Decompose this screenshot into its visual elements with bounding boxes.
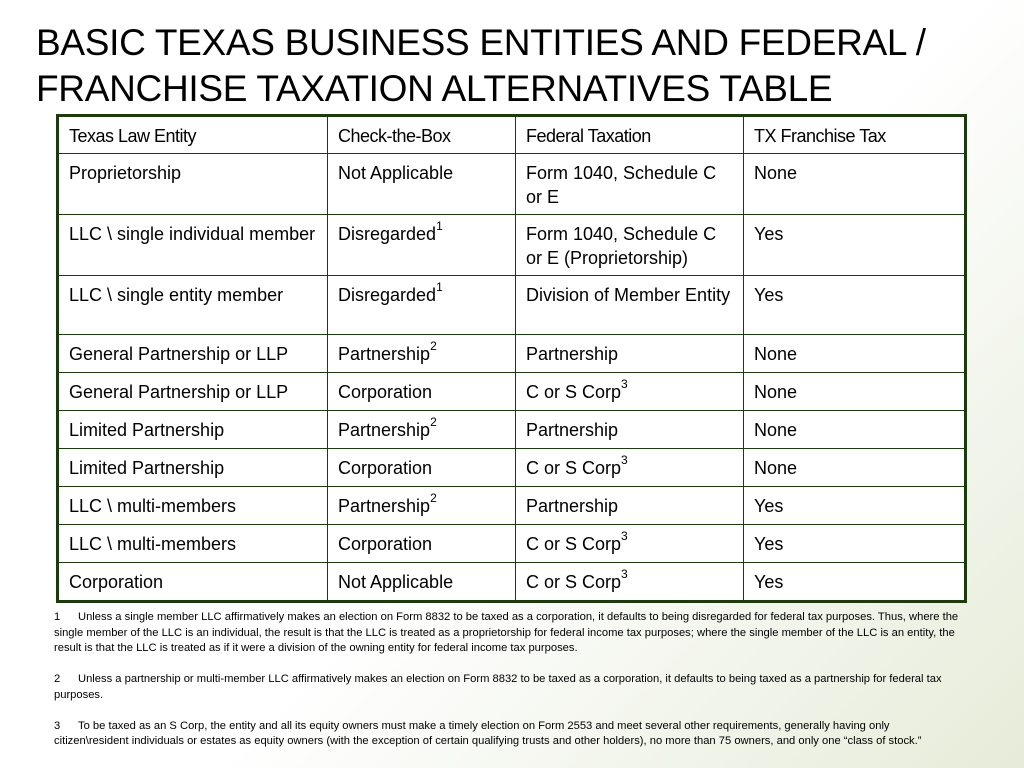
cell-federal-taxation-text: C or S Corp	[526, 572, 622, 592]
cell-check-the-box-text: Partnership	[338, 420, 431, 440]
cell-franchise-tax-text: Yes	[754, 224, 784, 244]
cell-check-the-box	[328, 525, 516, 563]
cell-franchise-tax-text: None	[754, 420, 798, 440]
cell-franchise-tax	[744, 335, 966, 373]
header-federal-taxation: Federal Taxation	[516, 116, 744, 154]
cell-federal-taxation	[516, 411, 744, 449]
cell-federal-taxation	[516, 449, 744, 487]
table-row	[58, 411, 966, 449]
cell-check-the-box-text: Corporation	[338, 534, 433, 554]
cell-check-the-box-text: Corporation	[338, 458, 433, 478]
page-title	[36, 20, 1016, 112]
cell-federal-taxation-text: C or S Corp	[526, 534, 622, 554]
footnote-text: To be taxed as an S Corp, the entity and all its equity owners must make a timely election on Form 2553 and meet several other requirements, generally having only citizen\resident individuals or estates as equity owners (with the exception of certain qualifying trusts and other holders), no more than 75 owners, and only one “class of stock.”	[54, 719, 922, 747]
table-row	[58, 449, 966, 487]
cell-federal-taxation	[516, 373, 744, 411]
footnote-text: Unless a partnership or multi-member LLC affirmatively makes an election on Form 8832 to be taxed as a corporation, it defaults to being taxed as a partnership for federal tax purposes.	[54, 673, 942, 701]
cell-entity-text: Proprietorship	[69, 163, 182, 183]
table-row	[58, 525, 966, 563]
cell-federal-taxation	[516, 335, 744, 373]
cell-franchise-tax	[744, 487, 966, 525]
cell-check-the-box-text: Not Applicable	[338, 572, 454, 592]
cell-federal-taxation	[516, 276, 744, 335]
table-header-row	[58, 116, 966, 154]
cell-federal-taxation	[516, 563, 744, 602]
cell-check-the-box-text: Not Applicable	[338, 163, 454, 183]
footnote-text: Unless a single member LLC affirmatively makes an election on Form 8832 to be taxed as a corporation, it defaults to being disregarded for federal tax purposes. Thus, where the single member of the LLC is an individual, the result is that the LLC is treated as a proprietorship for federal income tax purposes; where the single member of the LLC is an entity, the result is that the LLC is treated as if it were a division of the owning entity for federal income tax purposes.	[54, 611, 959, 654]
cell-entity	[58, 449, 328, 487]
table-row	[58, 563, 966, 602]
header-texas-law-entity: Texas Law Entity	[58, 116, 328, 154]
title-line-2: FRANCHISE TAXATION ALTERNATIVES TABLE	[36, 68, 833, 109]
cell-check-the-box	[328, 373, 516, 411]
footnote-number: 2	[54, 673, 61, 685]
cell-check-the-box	[328, 154, 516, 215]
cell-entity-text: LLC \ multi-members	[69, 534, 237, 554]
cell-federal-taxation-text: C or S Corp	[526, 458, 622, 478]
table-row	[58, 335, 966, 373]
cell-franchise-tax-text: None	[754, 382, 798, 402]
cell-federal-taxation-text: Form 1040, Schedule C or E (Proprietorship)	[526, 224, 717, 268]
cell-federal-taxation	[516, 487, 744, 525]
footnotes	[54, 610, 964, 765]
footnote-marker: 3	[621, 567, 628, 581]
cell-franchise-tax-text: None	[754, 458, 798, 478]
header-check-the-box: Check-the-Box	[328, 116, 516, 154]
cell-federal-taxation-text: Partnership	[526, 420, 619, 440]
cell-federal-taxation-text: C or S Corp	[526, 382, 622, 402]
footnote-marker: 1	[436, 219, 443, 233]
cell-federal-taxation-text: Division of Member Entity	[526, 285, 731, 305]
cell-franchise-tax	[744, 525, 966, 563]
cell-entity	[58, 335, 328, 373]
cell-entity-text: Limited Partnership	[69, 458, 225, 478]
cell-entity	[58, 411, 328, 449]
footnote-2	[54, 672, 964, 703]
cell-federal-taxation	[516, 154, 744, 215]
cell-check-the-box	[328, 276, 516, 335]
cell-entity	[58, 215, 328, 276]
cell-franchise-tax-text: Yes	[754, 572, 784, 592]
cell-federal-taxation-text: Form 1040, Schedule C or E	[526, 163, 717, 207]
cell-federal-taxation	[516, 215, 744, 276]
cell-check-the-box	[328, 215, 516, 276]
cell-federal-taxation-text: Partnership	[526, 344, 619, 364]
cell-entity	[58, 373, 328, 411]
cell-franchise-tax	[744, 563, 966, 602]
cell-franchise-tax-text: Yes	[754, 496, 784, 516]
cell-entity	[58, 487, 328, 525]
footnote-number: 3	[54, 719, 61, 732]
table-row	[58, 276, 966, 335]
table-row	[58, 154, 966, 215]
footnote-marker: 2	[430, 415, 437, 429]
title-line-1: BASIC TEXAS BUSINESS ENTITIES AND FEDERAL /	[36, 22, 926, 63]
cell-franchise-tax	[744, 276, 966, 335]
footnote-marker: 3	[621, 529, 628, 543]
cell-entity	[58, 154, 328, 215]
cell-entity-text: LLC \ single entity member	[69, 285, 284, 305]
cell-federal-taxation-text: Partnership	[526, 496, 619, 516]
cell-check-the-box-text: Disregarded	[338, 224, 437, 244]
table-body	[58, 154, 966, 602]
cell-entity-text: Limited Partnership	[69, 420, 225, 440]
footnote-number: 1	[54, 611, 61, 623]
cell-entity-text: General Partnership or LLP	[69, 344, 289, 364]
cell-entity-text: Corporation	[69, 572, 164, 592]
cell-entity-text: General Partnership or LLP	[69, 382, 289, 402]
cell-check-the-box	[328, 411, 516, 449]
cell-franchise-tax-text: Yes	[754, 534, 784, 554]
cell-check-the-box	[328, 449, 516, 487]
cell-entity	[58, 525, 328, 563]
cell-check-the-box	[328, 335, 516, 373]
cell-franchise-tax	[744, 449, 966, 487]
table-row	[58, 215, 966, 276]
cell-entity-text: LLC \ multi-members	[69, 496, 237, 516]
footnote-marker: 1	[436, 280, 443, 294]
cell-franchise-tax	[744, 154, 966, 215]
cell-entity	[58, 563, 328, 602]
cell-franchise-tax	[744, 411, 966, 449]
footnote-marker: 2	[430, 491, 437, 505]
cell-check-the-box-text: Partnership	[338, 496, 431, 516]
cell-check-the-box-text: Partnership	[338, 344, 431, 364]
cell-franchise-tax	[744, 373, 966, 411]
cell-entity-text: LLC \ single individual member	[69, 224, 316, 244]
cell-franchise-tax-text: Yes	[754, 285, 784, 305]
cell-check-the-box-text: Disregarded	[338, 285, 437, 305]
cell-check-the-box-text: Corporation	[338, 382, 433, 402]
footnote-marker: 2	[430, 339, 437, 353]
cell-check-the-box	[328, 487, 516, 525]
cell-check-the-box	[328, 563, 516, 602]
cell-franchise-tax	[744, 215, 966, 276]
footnote-marker: 3	[621, 453, 628, 467]
footnote-3	[54, 719, 964, 750]
entities-table	[56, 114, 967, 603]
table-row	[58, 487, 966, 525]
cell-federal-taxation	[516, 525, 744, 563]
table-row	[58, 373, 966, 411]
cell-entity	[58, 276, 328, 335]
cell-franchise-tax-text: None	[754, 344, 798, 364]
footnote-marker: 3	[621, 377, 628, 391]
header-tx-franchise-tax: TX Franchise Tax	[744, 116, 966, 154]
cell-franchise-tax-text: None	[754, 163, 798, 183]
footnote-1	[54, 610, 964, 657]
